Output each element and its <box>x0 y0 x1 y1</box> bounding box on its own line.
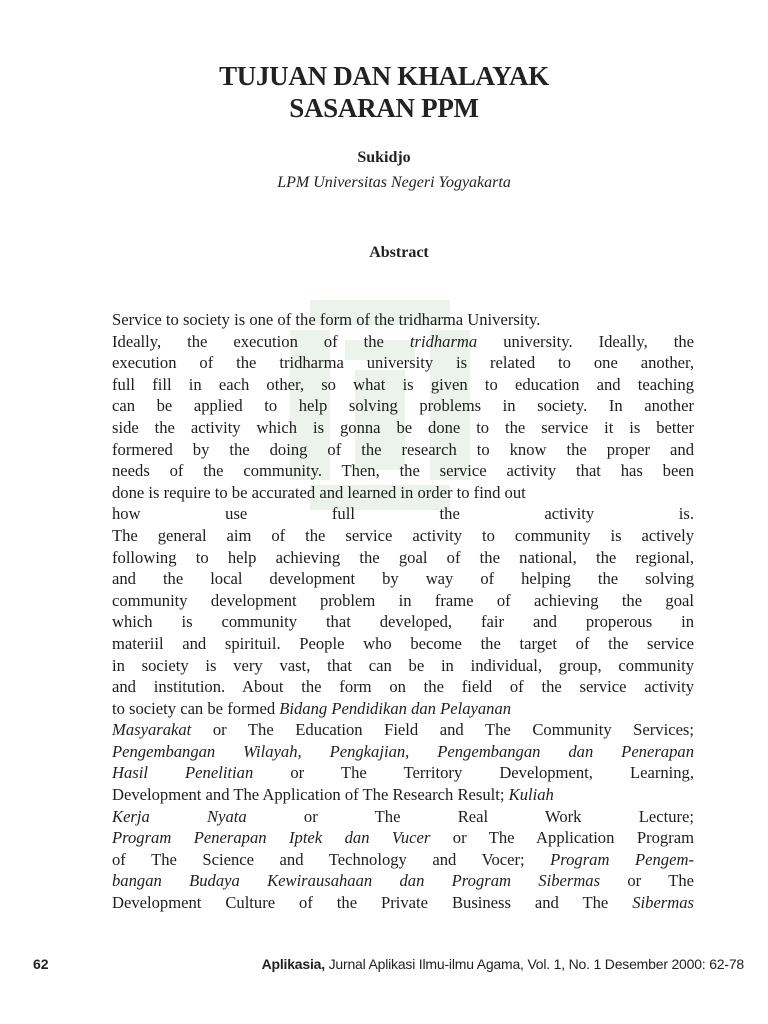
abstract-text: needs of the community. Then, the service activity that has been <box>112 461 694 481</box>
abstract-line <box>112 331 694 353</box>
abstract-italic-term: tridharma <box>409 331 478 351</box>
abstract-italic-term: Pengembangan Wilayah, Pengkajian, Pengembangan dan Penerapan <box>112 741 694 761</box>
abstract-text: or The Education Field and The Community Services; <box>191 720 694 740</box>
abstract-text: or The <box>600 871 694 891</box>
abstract-line <box>112 460 694 482</box>
abstract-text: which is community that developed, fair and properous in <box>112 612 694 632</box>
abstract-line <box>112 698 694 720</box>
abstract-text: The general aim of the service activity to community is actively <box>112 525 694 545</box>
abstract-text: or The Territory Development, Learning, <box>253 763 694 783</box>
abstract-text: how use full the activity is. <box>112 504 694 524</box>
abstract-line <box>112 525 694 547</box>
abstract-italic-term: Program Penerapan Iptek dan Vucer <box>112 828 431 848</box>
abstract-line <box>112 417 694 439</box>
paper-title-line-2: SASARAN PPM <box>289 93 479 123</box>
journal-citation <box>262 956 744 972</box>
abstract-text: or The Real Work Lecture; <box>246 806 694 826</box>
abstract-text: of The Science and Technology and Vocer; <box>112 849 551 869</box>
abstract-line <box>112 849 694 871</box>
abstract-text: and the local development by way of helping the solving <box>112 569 694 589</box>
abstract-line <box>112 547 694 569</box>
abstract-text: or The Application Program <box>430 828 694 848</box>
abstract-italic-term: bangan Budaya Kewirausahaan dan Program Sibermas <box>112 871 601 891</box>
abstract-text: Ideally, the execution of the <box>112 331 410 351</box>
abstract-text: Service to society is one of the form of the tridharma University. <box>112 310 541 329</box>
abstract-text: execution of the tridharma university is related to one another, <box>112 353 694 373</box>
abstract-line <box>112 439 694 461</box>
abstract-italic-term: Program Pengem- <box>550 849 694 869</box>
abstract-line <box>112 719 694 741</box>
author-name: Sukidjo <box>357 149 411 166</box>
abstract-text: can be applied to help solving problems in society. In another <box>112 396 694 416</box>
abstract-line <box>112 374 694 396</box>
abstract-line <box>112 568 694 590</box>
abstract-text: and institution. About the form on the field of the service activity <box>112 677 694 697</box>
abstract-line <box>112 806 694 828</box>
paper-title <box>0 60 768 124</box>
abstract-italic-term: Sibermas <box>632 893 694 913</box>
abstract-line <box>112 482 694 504</box>
abstract-text: Development Culture of the Private Business and The <box>112 893 633 913</box>
abstract-text: side the activity which is gonna be done to the service it is better <box>112 417 694 437</box>
abstract-italic-term: Bidang Pendidikan dan Pelayanan <box>279 698 512 718</box>
author-affiliation: LPM Universitas Negeri Yogyakarta <box>277 174 511 191</box>
abstract-line <box>112 784 694 806</box>
abstract-line <box>112 870 694 892</box>
abstract-text: university. Ideally, the <box>477 331 694 351</box>
abstract-text: done is require to be accurated and learned in order to find out <box>112 482 526 502</box>
abstract-text: formered by the doing of the research to know the proper and <box>112 439 694 459</box>
abstract-italic-term: Kuliah <box>508 785 554 805</box>
abstract-line <box>112 611 694 633</box>
abstract-text: materiil and spirituil. People who become the target of the service <box>112 633 694 653</box>
abstract-heading: Abstract <box>369 244 429 261</box>
abstract-text: full fill in each other, so what is given to education and teaching <box>112 374 694 394</box>
abstract-text: in society is very vast, that can be in individual, group, community <box>112 655 694 675</box>
abstract-line <box>112 892 694 914</box>
abstract-line <box>112 827 694 849</box>
journal-details: Jurnal Aplikasi Ilmu-ilmu Agama, Vol. 1, No. 1 Desember 2000: 62-78 <box>324 956 744 972</box>
abstract-italic-term: Hasil Penelitian <box>112 763 254 783</box>
journal-name: Aplikasia, <box>261 956 325 972</box>
abstract-line <box>112 590 694 612</box>
abstract-line <box>112 633 694 655</box>
abstract-line <box>112 676 694 698</box>
abstract-line <box>112 309 694 331</box>
abstract-text: to society can be formed <box>112 698 280 718</box>
abstract-italic-term: Masyarakat <box>112 720 192 740</box>
abstract-line <box>112 352 694 374</box>
abstract-text: Development and The Application of The Research Result; <box>112 785 509 805</box>
abstract-text: following to help achieving the goal of the national, the regional, <box>112 547 694 567</box>
abstract-italic-term: Kerja Nyata <box>112 806 247 826</box>
abstract-line <box>112 655 694 677</box>
abstract-line <box>112 503 694 525</box>
abstract-text: community development problem in frame of achieving the goal <box>112 590 694 610</box>
abstract-body <box>112 309 694 914</box>
abstract-line <box>112 762 694 784</box>
abstract-line <box>112 741 694 763</box>
abstract-line <box>112 395 694 417</box>
page-number: 62 <box>33 956 49 972</box>
paper-title-line-1: TUJUAN DAN KHALAYAK <box>219 61 549 91</box>
